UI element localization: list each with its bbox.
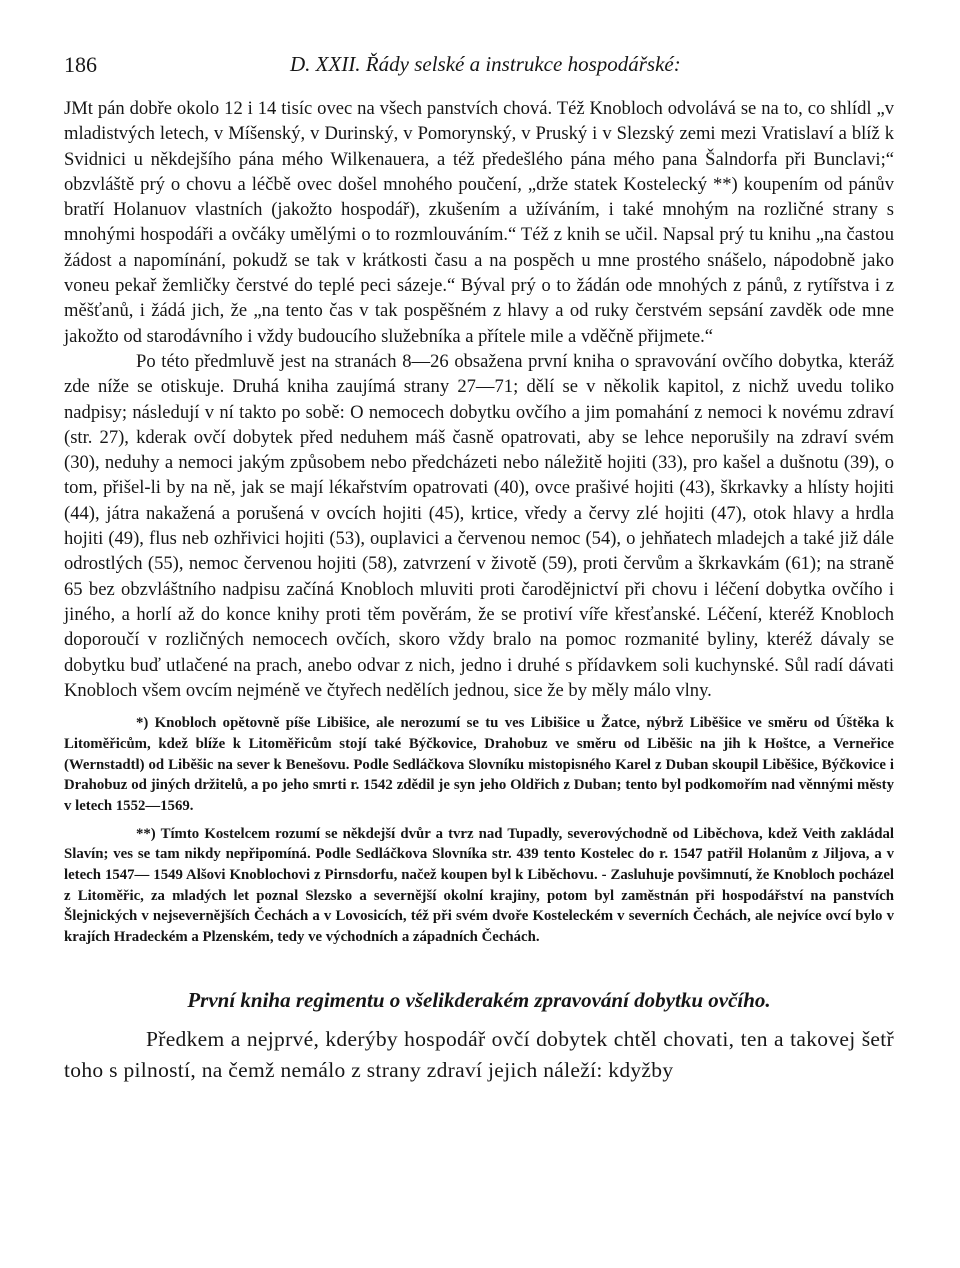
footnote-2 [64,824,894,948]
section-title: První kniha regimentu o všelikderakém zpravování dobytku ovčího. [187,987,771,1012]
footnote-1 [64,713,894,817]
footnote-2-marker: **) [136,825,156,842]
book-text [64,1024,894,1086]
body-paragraph-2: Po této předmluvě jest na stranách 8—26 obsažena první kniha o spravování ovčího dobytka, kteráž zde níže se otiskuje. Druhá kniha zaujímá strany 27—71; dělí se v několik kapitol, z nichž uvedu toliko nadpisy; následují v ní takto po sobě: O nemocech dobytku ovčího a jim pomahání z nemoci k novému zdraví (str. 27), kderak ovčí dobytek před neduhem máš časně opatrovati, aby se lehce neporušily na zdraví svém (30), neduhy a nemoci jakým způsobem nebo předcházeti nebo náležitě hojiti (33), pro kašel a dušnotu (39), o tom, přišel-li by na ně, jak se mají lékařstvím opatrovati (40), ovce prašivé hojiti (43), škrkavky a hlísty hojiti (44), játra nakažená a porušená v ovcích hojiti (45), krtice, vředy a červy zlé hojiti (47), otok hlavy a hrdla hojiti (49), flus neb ozhřivici hojiti (53), ouplavici a červenou nemoc (54), o jehňatech mladejch a také již dále odrostlých (55), nemoc červenou hojiti (58), zatvrzení v životě (59), proti červům a škrkavkám (61); na straně 65 bez obzvláštního nadpisu začíná Knobloch mluviti proti čarodějnictví při chovu i léčení dobytka ovčího i jiného, a horlí až do konce knihy proti těm pověrám, že se protiví víře křesťanské. Léčení, kteréž Knobloch doporoučí v rozličných nemocech ovčích, skoro vždy bralo na pomoc rozmanité byliny, kteréž dávaly se dobytku buď utlačené na prach, anebo odvar z nich, jedno i druhé s přídavkem soli kuchynské. Sůl radí dávati Knobloch všem ovcím nejméně ve čtyřech nedělích jednou, sice že by měly málo vlny. [64,350,894,701]
running-head: D. XXII. Řády selské a instrukce hospodářské: [290,52,681,76]
book-paragraph: Předkem a nejprvé, kderýby hospodář ovčí dobytek chtěl chovati, ten a takovej šetř toho s pilností, na čemž nemálo z strany zdraví jejich náleží: kdyžby [64,1026,894,1082]
footnote-1-marker: *) [136,715,149,732]
body-paragraph-1: JMt pán dobře okolo 12 i 14 tisíc ovec na všech panstvích chová. Též Knobloch odvolává se na to, co shlídl „v mladistvých letech, v Míšenský, v Durinský, v Pomorynský, v Pruský i v Slezský zemi mezi Vratislaví a blíž k Svidnici u někdejšího pána mého Wilkenauera, a též předešlého pána mého pana Šalndorfa při Bunclavi;“ obzvláště prý o chovu a léčbě ovec došel mnohého poučení, „drže statek Kostelecký **) koupením od pánův bratří Holanuov vlastních (jakožto hospodář), zkušením a užíváním, i také mnohým na rozličné strany s mnohými hospodáři a ovčáky umělými o to rozmlouváním.“ Též z knih se učil. Napsal prý tu knihu „na častou žádost a napomínání, pokudž se tak v krátkosti času a na pospěch u mne prostého snášelo, nápodobně jako voneu pekař žemličky čerstvé do teplé peci sázeje.“ Býval prý o to žádán ode mnohých z pánů, z rytířstva i z měšťanů, i žádá jich, že „na tento čas v tak pospěšném z hlavy a od ruky čerstvém sepsání zavděk ode mne jakožto od starodávního i vždy budoucího služebníka a přítele mile a vděčně přijmete.“ [64,98,894,347]
page-header [64,52,894,82]
footnote-2-text: Tímto Kostelcem rozumí se někdejší dvůr a tvrz nad Tupadly, severovýchodně od Liběchova, kdež Veith zakládal Slavín; ves se tam nikdy nepřipomíná. Podle Sedláčkova Slovníka str. 439 tento Kostelec do r. 1547 patřil Holanům z Jiljova, a v letech 1547— 1549 Alšovi Knoblochovi z Pirnsdorfu, načež koupen byl k Liběchovu. - Zasluhuje povšimnutí, že Knobloch pocházel z Litoměřic, za mladých let poznal Slezsko a severnější okolní krajiny, potom byl zaměstnán při hospodářství na panstvích Šlejnických v nejsevernějších Čechách a v Lovosicích, též při svém dvoře Kosteleckém v severních Čechách, ale nejvíce ovcí bylo v krajích Hradeckém a Plzenském, tedy ve východních a západních Čechách. [64,825,894,946]
page-number: 186 [64,52,97,77]
body-text [64,96,894,1086]
footnote-1-text: Knobloch opětovně píše Libišice, ale nerozumí se tu ves Libišice u Žatce, nýbrž Liběšice ve směru od Úštěka k Litoměřicům, kdež blíže k Litoměřicům stojí také Býčkovice, Drahobuz ve směru od Liběšic na jih k Hoštce, a Verneřice (Wernstadtl) od Liběšic na sever k Benešovu. Podle Sedláčkova Slovníku mistopisného Karel z Duban skoupil Liběšice, Býčkovice i Drahobuz od jiných držitelů, a po jeho smrti r. 1542 zdědil je syn jeho Oldřich z Duban; tento byl podkomořím nad věnnými městy v letech 1552—1569. [64,715,894,814]
footnotes [64,713,894,948]
